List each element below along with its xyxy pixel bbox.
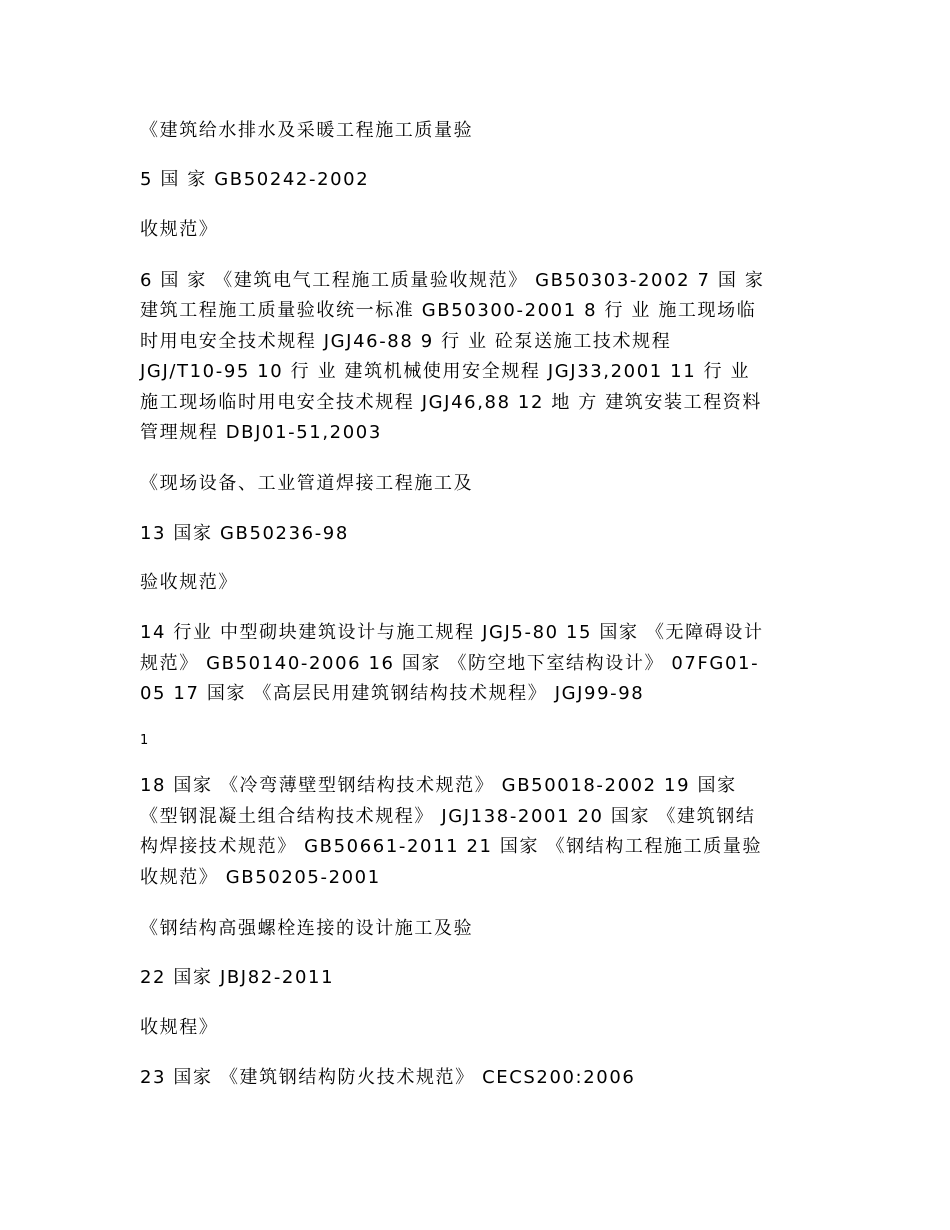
text-line: 05 17 国家 《高层民用建筑钢结构技术规程》 JGJ99-98: [140, 683, 645, 704]
text-line: 5 国 家 GB50242-2002: [140, 169, 370, 190]
text-line: 收规程》: [140, 1017, 219, 1038]
text-line: 建筑工程施工质量验收统一标准 GB50300-2001 8 行 业 施工现场临: [140, 300, 757, 321]
text-line: 《建筑给水排水及采暖工程施工质量验: [140, 120, 474, 141]
text-line: 规范》 GB50140-2006 16 国家 《防空地下室结构设计》 07FG01-: [140, 653, 760, 674]
text-line: 23 国家 《建筑钢结构防火技术规范》 CECS200:2006: [140, 1067, 636, 1088]
text-line: 14 行业 中型砌块建筑设计与施工规程 JGJ5-80 15 国家 《无障碍设计: [140, 622, 764, 643]
text-line: 施工现场临时用电安全技术规程 JGJ46,88 12 地 方 建筑安装工程资料: [140, 392, 763, 413]
page-number: 1: [140, 733, 149, 748]
text-line: 时用电安全技术规程 JGJ46-88 9 行 业 砼泵送施工技术规程: [140, 331, 672, 352]
text-line: 13 国家 GB50236-98: [140, 523, 349, 544]
text-line: 22 国家 JBJ82-2011: [140, 967, 335, 988]
text-line: 《现场设备、工业管道焊接工程施工及: [140, 473, 474, 494]
text-line: 收规范》: [140, 219, 219, 240]
text-line: JGJ/T10-95 10 行 业 建筑机械使用安全规程 JGJ33,2001 11 行 业: [140, 361, 751, 382]
text-line: 构焊接技术规范》 GB50661-2011 21 国家 《钢结构工程施工质量验: [140, 836, 763, 857]
text-line: 验收规范》: [140, 572, 238, 593]
text-line: 6 国 家 《建筑电气工程施工质量验收规范》 GB50303-2002 7 国 家: [140, 270, 765, 291]
text-line: 18 国家 《冷弯薄壁型钢结构技术规范》 GB50018-2002 19 国家: [140, 775, 737, 796]
text-line: 收规范》 GB50205-2001: [140, 867, 381, 888]
text-line: 管理规程 DBJ01-51,2003: [140, 422, 382, 443]
text-line: 《钢结构高强螺栓连接的设计施工及验: [140, 918, 474, 939]
text-line: 《型钢混凝土组合结构技术规程》 JGJ138-2001 20 国家 《建筑钢结: [140, 806, 756, 827]
